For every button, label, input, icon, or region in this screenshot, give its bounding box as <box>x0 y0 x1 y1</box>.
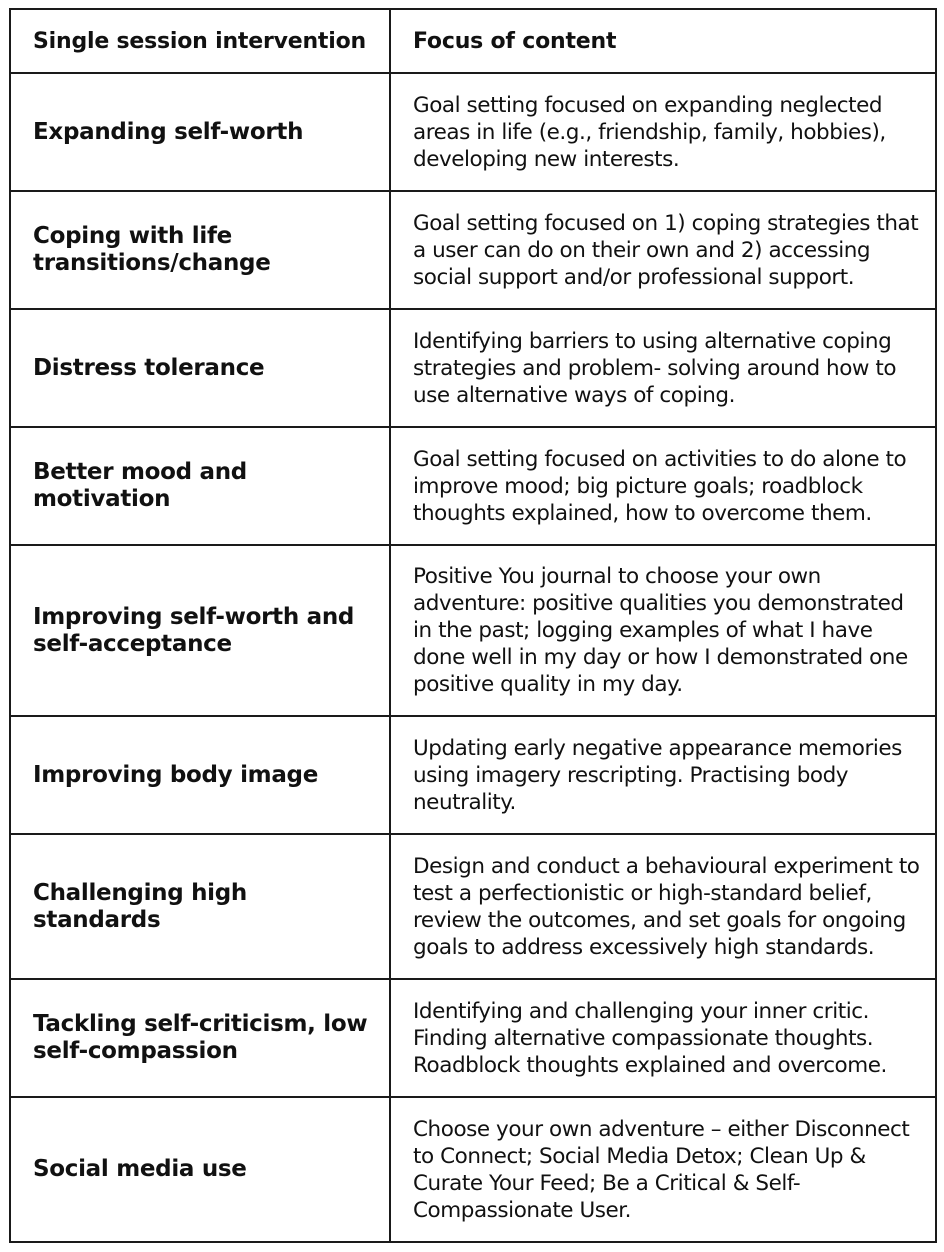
intervention-cell <box>10 427 390 545</box>
focus-cell <box>390 191 936 309</box>
table-row <box>10 73 936 191</box>
focus-cell <box>390 545 936 716</box>
focus-cell <box>390 1097 936 1242</box>
focus-text: Goal setting focused on 1) coping strategies that a user can do on their own and 2) accessing social support and/or professional support. <box>413 210 919 290</box>
intervention-cell <box>10 716 390 834</box>
focus-text: Positive You journal to choose your own adventure: positive qualities you demonstrated in the past; logging examples of what I have done well in my day or how I demonstrated one positive quality in my day. <box>413 564 908 697</box>
table-row <box>10 427 936 545</box>
focus-text: Updating early negative appearance memories using imagery rescripting. Practising body neutrality. <box>413 735 902 815</box>
intervention-name: Improving body image <box>33 761 319 788</box>
focus-text: Design and conduct a behavioural experiment to test a perfectionistic or high-standard belief, review the outcomes, and set goals for ongoing goals to address excessively high standards. <box>413 853 920 960</box>
interventions-table <box>9 8 937 1243</box>
intervention-name: Tackling self-criticism, low self-compassion <box>33 1011 368 1064</box>
intervention-name: Distress tolerance <box>33 354 265 381</box>
header-row <box>10 9 936 73</box>
header-intervention <box>10 9 390 73</box>
focus-cell <box>390 716 936 834</box>
intervention-name: Expanding self-worth <box>33 118 304 145</box>
focus-text: Choose your own adventure – either Disconnect to Connect; Social Media Detox; Clean Up & Curate Your Feed; Be a Critical & Self-Compassionate User. <box>413 1116 910 1223</box>
table-row <box>10 979 936 1097</box>
focus-cell <box>390 309 936 427</box>
table-row <box>10 716 936 834</box>
intervention-cell <box>10 73 390 191</box>
header-focus-label: Focus of content <box>413 28 617 54</box>
focus-cell <box>390 979 936 1097</box>
intervention-cell <box>10 979 390 1097</box>
focus-text: Identifying barriers to using alternative coping strategies and problem- solving around how to use alternative ways of coping. <box>413 328 897 408</box>
intervention-name: Social media use <box>33 1156 247 1182</box>
intervention-cell <box>10 1097 390 1242</box>
intervention-name: Improving self-worth and self-acceptance <box>33 603 355 657</box>
table-row <box>10 191 936 309</box>
focus-text: Goal setting focused on expanding neglected areas in life (e.g., friendship, family, hobbies), developing new interests. <box>413 92 886 172</box>
focus-cell <box>390 73 936 191</box>
intervention-name: Coping with life transitions/change <box>33 223 271 276</box>
header-focus <box>390 9 936 73</box>
intervention-cell <box>10 834 390 979</box>
intervention-name: Better mood and motivation <box>33 459 247 512</box>
intervention-cell <box>10 309 390 427</box>
intervention-cell <box>10 191 390 309</box>
focus-cell <box>390 427 936 545</box>
table-row <box>10 834 936 979</box>
table-row <box>10 309 936 427</box>
header-intervention-label: Single session intervention <box>33 28 366 54</box>
focus-text: Goal setting focused on activities to do alone to improve mood; big picture goals; roadblock thoughts explained, how to overcome them. <box>413 446 907 526</box>
intervention-name: Challenging high standards <box>33 879 248 933</box>
focus-text: Identifying and challenging your inner critic. Finding alternative compassionate thoughts. Roadblock thoughts explained and overcome. <box>413 998 887 1078</box>
table-row <box>10 545 936 716</box>
focus-cell <box>390 834 936 979</box>
table-row <box>10 1097 936 1242</box>
intervention-cell <box>10 545 390 716</box>
